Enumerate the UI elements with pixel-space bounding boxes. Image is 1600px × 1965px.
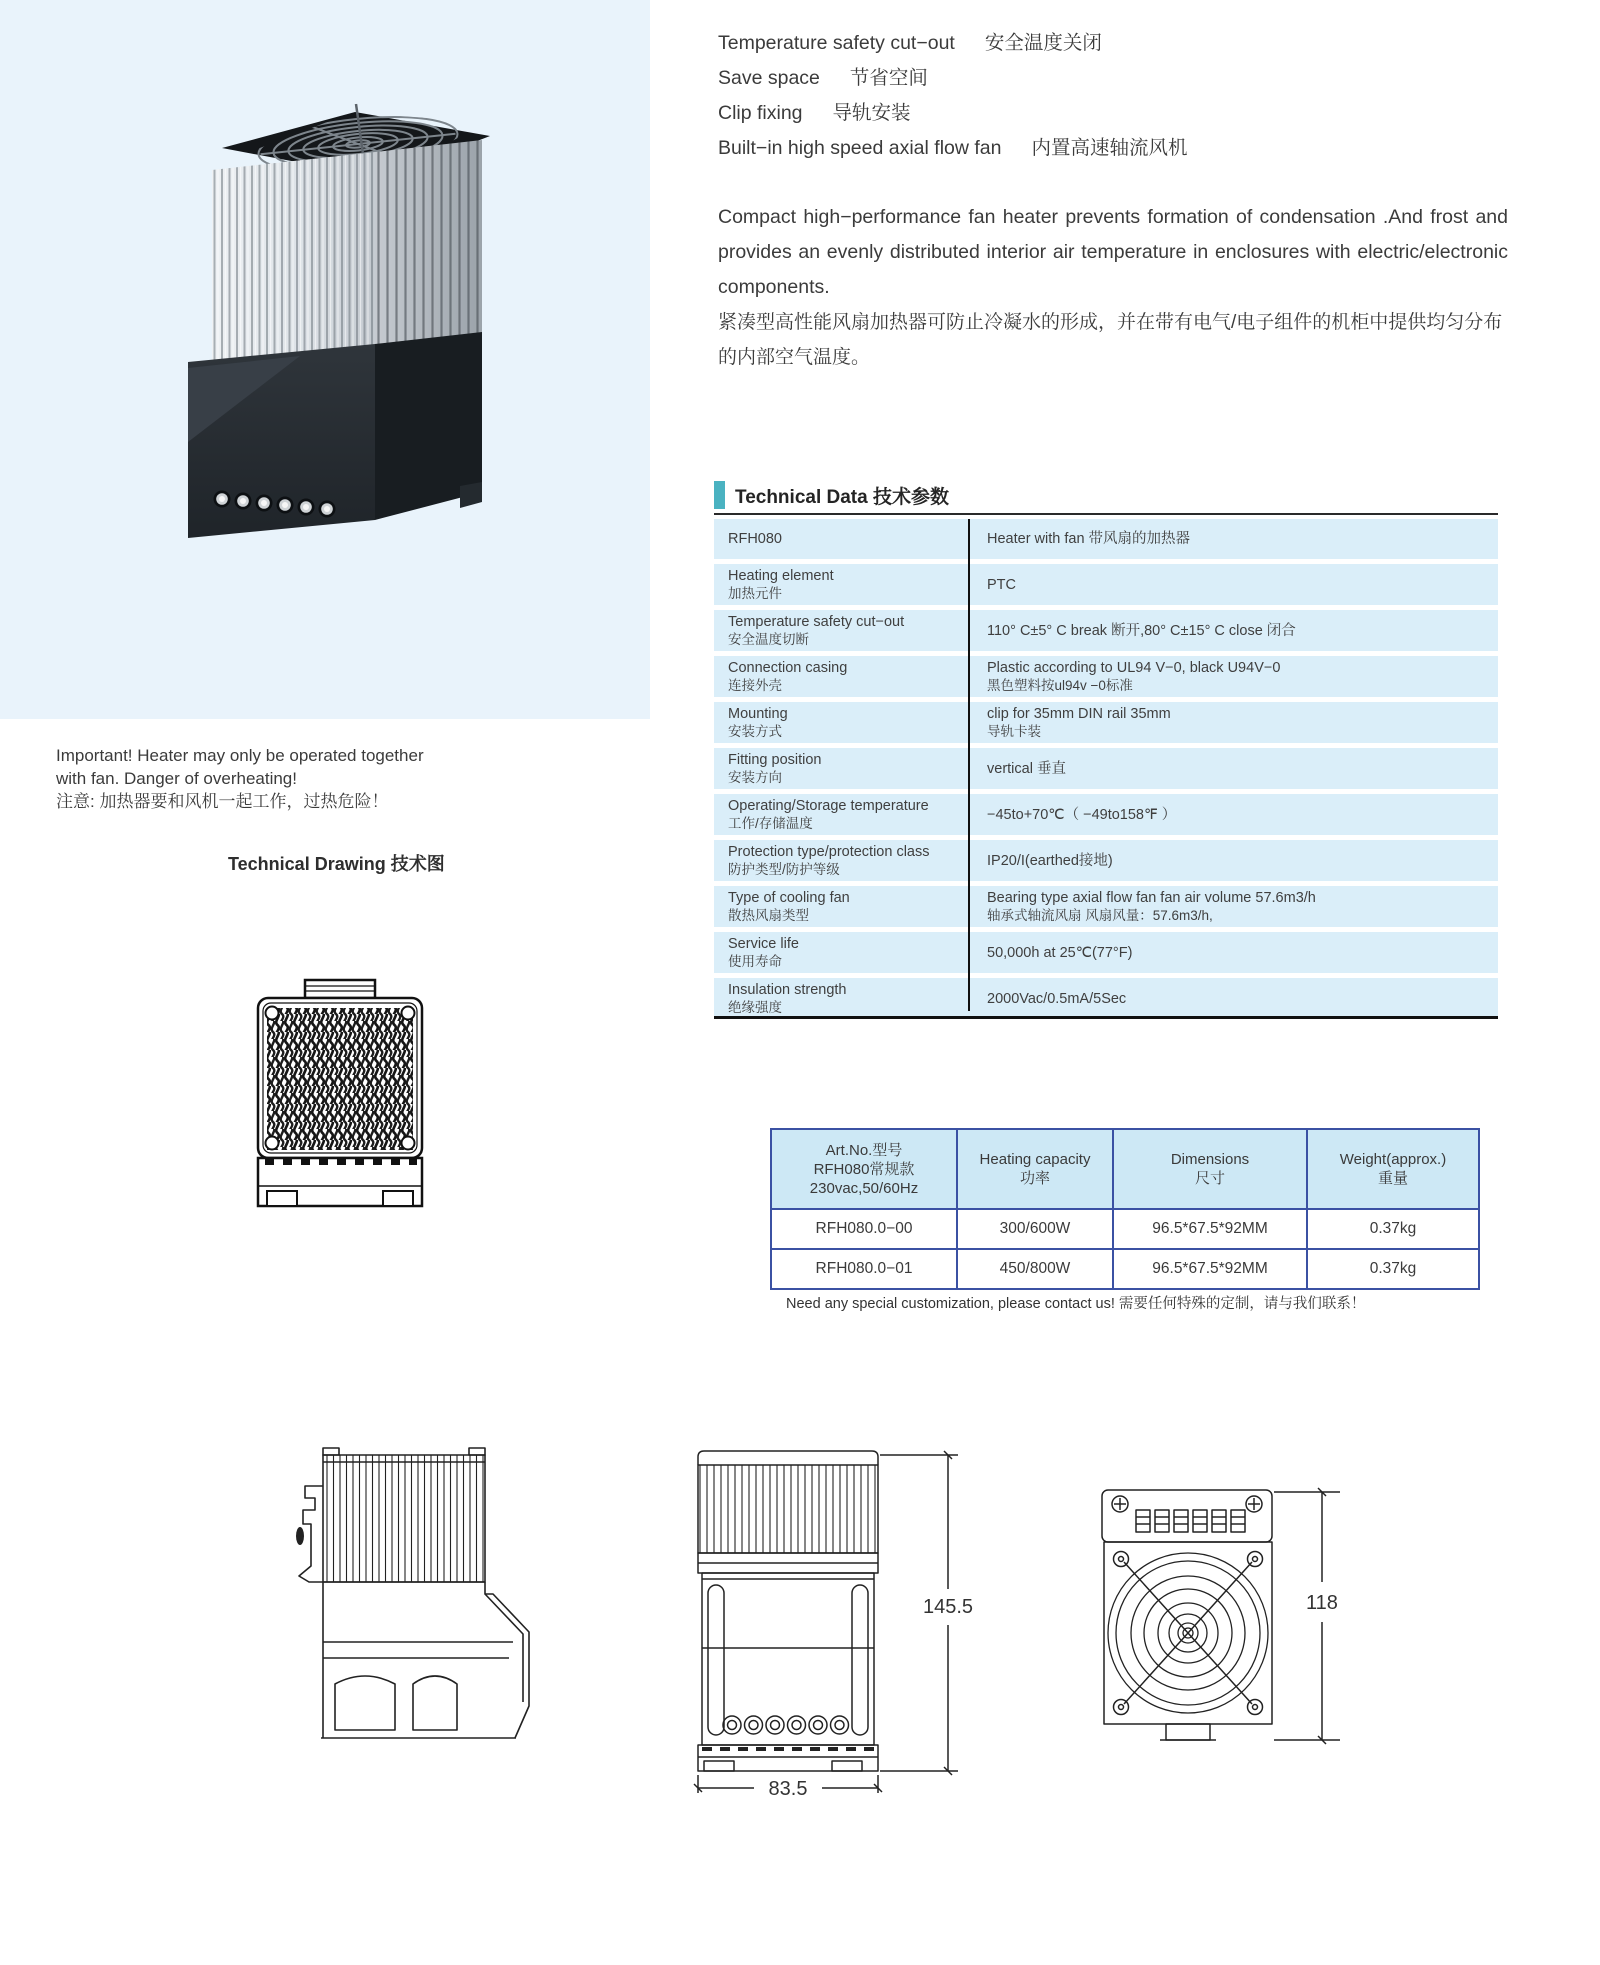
customization-note: Need any special customization, please contact us! 需要任何特殊的定制，请与我们联系！ — [786, 1296, 1366, 1312]
header-line: Dimensions — [1170, 1151, 1250, 1168]
feature-en: Built−in high speed axial flow fan — [718, 137, 1002, 159]
row-label-zh: 绝缘强度 — [728, 1000, 782, 1015]
order-col-weight — [1307, 1129, 1479, 1209]
table-row — [714, 656, 1498, 697]
row-label-zh: 连接外壳 — [728, 678, 782, 693]
row-label-en: Operating/Storage temperature — [728, 798, 929, 814]
product-description — [718, 200, 1508, 375]
feature-list — [718, 26, 1188, 166]
row-value-en: −45to+70℃（ −49to158℉ ） — [987, 806, 1177, 823]
cell-capacity: 450/800W — [957, 1249, 1113, 1289]
row-label-zh: 散热风扇类型 — [728, 908, 809, 923]
order-row — [771, 1209, 1479, 1249]
technical-drawing-front — [255, 978, 435, 1214]
cell-dimensions: 96.5*67.5*92MM — [1113, 1209, 1307, 1249]
feature-en: Clip fixing — [718, 102, 803, 124]
row-label-zh: 加热元件 — [728, 586, 782, 601]
table-row — [714, 840, 1498, 881]
table-row — [714, 748, 1498, 789]
row-value-en: Heater with fan 带风扇的加热器 — [987, 531, 1191, 547]
warning-line: 注意: 加热器要和风机一起工作，过热危险！ — [56, 792, 389, 811]
row-label-en: Mounting — [728, 706, 788, 722]
order-col-capacity — [957, 1129, 1113, 1209]
feature-zh: 节省空间 — [849, 67, 928, 89]
feature-item — [718, 26, 1188, 61]
row-value-en: 110° C±5° C break 断开,80° C±15° C close 闭合 — [987, 622, 1296, 639]
row-label-zh: 安装方向 — [728, 770, 782, 785]
table-row — [714, 702, 1498, 743]
description-zh: 紧凑型高性能风扇加热器可防止冷凝水的形成，并在带有电气/电子组件的机柜中提供均匀分布的内部空气温度。 — [718, 312, 1503, 368]
header-line: Heating capacity — [979, 1151, 1091, 1168]
feature-en: Save space — [718, 67, 820, 89]
feature-zh: 内置高速轴流风机 — [1031, 137, 1188, 159]
table-column-divider — [968, 519, 970, 1011]
table-bottom-rule — [714, 1016, 1498, 1019]
dimension-width-label: 83.5 — [768, 1778, 808, 1800]
feature-item — [718, 61, 1188, 96]
feature-zh: 导轨安装 — [832, 102, 911, 124]
header-line: 重量 — [1377, 1170, 1408, 1187]
technical-data-title: Technical Data 技术参数 — [735, 486, 949, 508]
feature-item — [718, 131, 1188, 166]
row-value-en: Plastic according to UL94 V−0, black U94V−0 — [987, 660, 1281, 676]
product-photo — [160, 100, 520, 540]
order-col-dimensions — [1113, 1129, 1307, 1209]
drawing-fan-view — [1090, 1482, 1375, 1772]
order-col-artno — [771, 1129, 957, 1209]
row-label-zh: 工作/存储温度 — [728, 816, 813, 831]
warning-line: Important! Heater may only be operated together — [56, 746, 424, 765]
row-value-en: vertical 垂直 — [987, 760, 1066, 777]
dimension-depth-label: 118 — [1306, 1592, 1338, 1614]
technical-drawing-label: Technical Drawing 技术图 — [228, 854, 445, 874]
row-value-zh: 导轨卡装 — [987, 724, 1041, 739]
row-label-en: Protection type/protection class — [728, 844, 930, 860]
cell-weight: 0.37kg — [1307, 1209, 1479, 1249]
cell-weight: 0.37kg — [1307, 1249, 1479, 1289]
row-label-en: Heating element — [728, 568, 834, 584]
table-row — [714, 932, 1498, 973]
table-row — [714, 794, 1498, 835]
row-label-en: RFH080 — [728, 531, 782, 547]
header-line: Weight(approx.) — [1339, 1151, 1447, 1168]
table-row — [714, 610, 1498, 651]
header-line: Art.No.型号 — [825, 1141, 903, 1159]
row-value-en: IP20/I(earthed接地) — [987, 852, 1113, 869]
cell-dimensions: 96.5*67.5*92MM — [1113, 1249, 1307, 1289]
feature-zh: 安全温度关闭 — [984, 32, 1102, 54]
terminal-block — [1136, 1510, 1245, 1532]
order-row — [771, 1249, 1479, 1289]
dimension-height-label: 145.5 — [922, 1596, 974, 1618]
feature-en: Temperature safety cut−out — [718, 32, 955, 54]
row-label-en: Insulation strength — [728, 982, 847, 998]
row-value-en: 50,000h at 25℃(77°F) — [987, 944, 1133, 961]
cell-capacity: 300/600W — [957, 1209, 1113, 1249]
teal-accent-bar — [714, 481, 725, 509]
technical-data-table — [714, 519, 1498, 1019]
row-label-zh: 安全温度切断 — [728, 632, 809, 647]
row-label-en: Service life — [728, 936, 799, 952]
terminal-holes — [723, 1716, 849, 1734]
order-table — [770, 1128, 1480, 1290]
description-en: Compact high−performance fan heater prevents formation of condensation .And frost and provides an evenly distributed interior air temperature in enclosures with electric/electronic components. — [718, 206, 1508, 298]
header-line: 230vac,50/60Hz — [809, 1179, 919, 1197]
feature-item — [718, 96, 1188, 131]
row-value-en: PTC — [987, 576, 1016, 593]
table-row — [714, 564, 1498, 605]
row-value-en: clip for 35mm DIN rail 35mm — [987, 706, 1171, 722]
row-value-en: 2000Vac/0.5mA/5Sec — [987, 990, 1127, 1007]
row-label-en: Temperature safety cut−out — [728, 614, 905, 630]
important-warning — [56, 744, 424, 813]
header-underline — [714, 513, 1498, 515]
cell-artno: RFH080.0−00 — [771, 1209, 957, 1249]
table-row — [714, 978, 1498, 1019]
header-line: RFH080常规款 — [813, 1160, 915, 1178]
header-line: 尺寸 — [1194, 1170, 1225, 1187]
header-line: 功率 — [1019, 1170, 1050, 1187]
table-row — [714, 886, 1498, 927]
table-row — [714, 519, 1498, 559]
row-value-en: Bearing type axial flow fan fan air volume 57.6m3/h — [987, 890, 1316, 906]
row-label-zh: 安装方式 — [728, 724, 782, 739]
row-label-zh: 使用寿命 — [728, 954, 782, 969]
row-value-zh: 轴承式轴流风扇 风扇风量：57.6m3/h, — [987, 908, 1213, 923]
cell-artno: RFH080.0−01 — [771, 1249, 957, 1289]
warning-line: with fan. Danger of overheating! — [56, 769, 297, 788]
row-label-en: Type of cooling fan — [728, 890, 850, 906]
drawing-front-view — [690, 1443, 990, 1803]
technical-data-header — [714, 481, 949, 509]
drawing-side-view — [285, 1440, 555, 1742]
row-value-zh: 黑色塑料按ul94v −0标准 — [987, 678, 1133, 693]
row-label-en: Fitting position — [728, 752, 822, 768]
row-label-en: Connection casing — [728, 660, 848, 676]
row-label-zh: 防护类型/防护等级 — [728, 862, 840, 877]
